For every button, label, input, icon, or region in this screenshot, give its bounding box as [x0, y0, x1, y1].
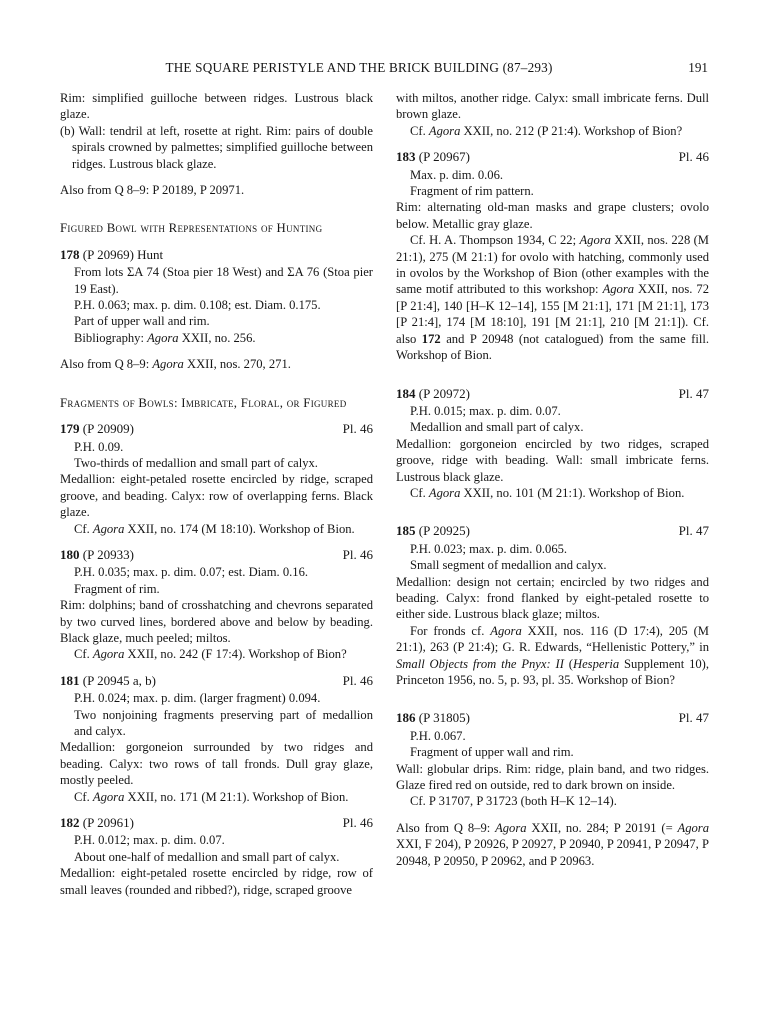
- entry-comparanda: Cf. H. A. Thompson 1934, C 22; Agora XXII, nos. 228 (M 21:1), 275 (M 21:1) for ovolo with hatching, commonly used in ovolos by the Workshop of Bion (other examples with the same motif attributed to this workshop: Agora XXII, nos. 72 [P 21:4], 140 [H–K 12–14], 155 [M 21:1], 171 [M 21:1], 173 [P 21:4], 174 [M 18:10], 191 [M 21:1], 210 [M 21:1]). Cf. also 172 and P 20948 (not catalogued) from the same fill. Workshop of Bion.: [396, 233, 709, 363]
- entry-description: Medallion: eight-petaled rosette encircled by ridge, row of small leaves (rounded and ribbed?), ridge, scraped groove: [60, 866, 373, 897]
- entry-preserved: About one-half of medallion and small part of calyx.: [74, 849, 340, 864]
- catalogue-entry-178: [60, 247, 373, 373]
- entry-number: 179: [60, 421, 80, 437]
- entry-bibliography: Bibliography: Agora XXII, no. 256.: [74, 330, 256, 345]
- entry-number: 184: [396, 385, 416, 401]
- section-heading-hunting: Figured Bowl with Representations of Hunting: [60, 221, 323, 236]
- inventory-number: (P 20909): [82, 421, 134, 437]
- entry-preserved: Fragment of rim.: [74, 581, 160, 596]
- entry-number: 181: [60, 672, 80, 688]
- entry-description: Medallion: eight-petaled rosette encircled by ridge, scraped groove, and beading. Calyx: row of overlapping ferns. Black glaze.: [60, 472, 373, 520]
- section-heading-fragments: Fragments of Bowls: Imbricate, Floral, or Figured: [60, 395, 347, 410]
- entry-number: 178: [60, 246, 80, 262]
- inventory-number: (P 20969) Hunt: [82, 246, 164, 262]
- entry-preserved: Part of upper wall and rim.: [74, 314, 210, 329]
- entry-description: Wall: globular drips. Rim: ridge, plain band, and two ridges. Glaze fired red on outside, red to dark brown on inside.: [396, 761, 709, 793]
- running-title: THE SQUARE PERISTYLE AND THE BRICK BUILDING (87–293): [165, 60, 553, 75]
- entry-preserved: Two nonjoining fragments preserving part of medallion and calyx.: [74, 707, 373, 738]
- entry-heading: [60, 247, 373, 263]
- continued-comparanda: Cf. Agora XXII, no. 212 (P 21:4). Workshop of Bion?: [410, 123, 683, 138]
- catalogue-entry-184: [396, 386, 709, 502]
- entry-dimensions: P.H. 0.015; max. p. dim. 0.07.: [410, 403, 561, 418]
- entry-comparanda: Cf. Agora XXII, no. 242 (F 17:4). Workshop of Bion?: [74, 647, 347, 662]
- catalogue-entry-182: [60, 815, 373, 898]
- inventory-number: (P 20961): [82, 815, 134, 831]
- entry-heading: [60, 421, 373, 437]
- continued-rim-text: Rim: simplified guilloche between ridges. Lustrous black glaze.: [60, 91, 373, 122]
- entry-preserved: Medallion and small part of calyx.: [410, 420, 584, 435]
- continued-also-text: Also from Q 8–9: P 20189, P 20971.: [60, 183, 245, 198]
- entry-number: 185: [396, 523, 416, 539]
- entry-number: 186: [396, 710, 416, 726]
- entry-dimensions: Max. p. dim. 0.06.: [410, 167, 504, 182]
- inventory-number: (P 20925): [418, 523, 470, 539]
- entry-heading: [60, 547, 373, 563]
- entry-heading: [60, 815, 373, 831]
- entry-dimensions: P.H. 0.09.: [74, 439, 124, 454]
- plate-reference: Pl. 47: [678, 385, 709, 401]
- continued-description: with miltos, another ridge. Calyx: small imbricate ferns. Dull brown glaze.: [396, 91, 709, 122]
- continued-b-text: (b) Wall: tendril at left, rosette at right. Rim: pairs of double spirals crowned by palmettes; simplified guilloche between ridges. Lustrous black glaze.: [60, 123, 373, 171]
- entry-comparanda: Cf. Agora XXII, no. 174 (M 18:10). Workshop of Bion.: [74, 521, 355, 536]
- catalogue-entry-179: [60, 421, 373, 537]
- inventory-number: (P 20972): [418, 385, 470, 401]
- entry-also-from: Also from Q 8–9: Agora XXII, no. 284; P 20191 (= Agora XXI, F 204), P 20926, P 20927, P 20940, P 20941, P 20947, P 20948, P 20950, P 20962, and P 20963.: [396, 820, 709, 868]
- entry-number: 182: [60, 815, 80, 831]
- entry-description: Rim: alternating old-man masks and grape clusters; ovolo below. Metallic gray glaze.: [396, 200, 709, 231]
- entry-comparanda: Cf. Agora XXII, no. 171 (M 21:1). Workshop of Bion.: [74, 789, 349, 804]
- inventory-number: (P 20945 a, b): [82, 672, 156, 688]
- entry-dimensions: P.H. 0.024; max. p. dim. (larger fragment) 0.094.: [74, 691, 321, 706]
- entry-number: 180: [60, 546, 80, 562]
- entry-description: Medallion: design not certain; encircled by two ridges and beading. Calyx: frond flanked by eight-petaled rosette to either side. Lustrous black glaze; miltos.: [396, 574, 709, 622]
- entry-preserved: Small segment of medallion and calyx.: [410, 558, 607, 573]
- page-header: [60, 60, 708, 80]
- catalogue-entry-186: [396, 710, 709, 869]
- entry-preserved: Fragment of upper wall and rim.: [410, 745, 574, 760]
- entry-dimensions: P.H. 0.012; max. p. dim. 0.07.: [74, 833, 225, 848]
- entry-dimensions: P.H. 0.063; max. p. dim. 0.108; est. Diam. 0.175.: [74, 298, 321, 313]
- entry-description: Medallion: gorgoneion surrounded by two ridges and beading. Calyx: two rows of tall fronds. Dull gray glaze, mostly peeled.: [60, 740, 373, 788]
- plate-reference: Pl. 46: [342, 815, 373, 831]
- entry-comparanda: Cf. P 31707, P 31723 (both H–K 12–14).: [410, 794, 617, 809]
- catalogue-entry-185: [396, 523, 709, 688]
- left-column: [60, 90, 373, 898]
- entry-dimensions: P.H. 0.023; max. p. dim. 0.065.: [410, 541, 568, 556]
- entry-preserved: Fragment of rim pattern.: [410, 184, 534, 199]
- entry-comparanda: Cf. Agora XXII, no. 101 (M 21:1). Workshop of Bion.: [410, 485, 685, 500]
- cross-reference: 172: [421, 331, 441, 346]
- entry-dimensions: P.H. 0.067.: [410, 728, 466, 743]
- entry-heading: [396, 710, 709, 726]
- entry-number: 183: [396, 149, 416, 165]
- entry-preserved: Two-thirds of medallion and small part of calyx.: [74, 455, 318, 470]
- plate-reference: Pl. 47: [678, 523, 709, 539]
- entry-description: Medallion: gorgoneion encircled by two ridges, scraped groove, ridge with beading. Wall: small imbricate ferns. Lustrous black glaze.: [396, 436, 709, 484]
- entry-comparanda: For fronds cf. Agora XXII, nos. 116 (D 17:4), 205 (M 21:1), 263 (P 21:4); G. R. Edwards, “Hellenistic Pottery,” in Small Objects from the Pnyx: II (Hesperia Supplement 10), Princeton 1956, no. 5, p. 93, pl. 35. Workshop of Bion?: [396, 623, 709, 687]
- entry-heading: [396, 386, 709, 402]
- entry-description: Rim: dolphins; band of crosshatching and chevrons separated by two curved lines, bordered above and below by beading. Black glaze, much peeled; miltos.: [60, 598, 373, 645]
- entry-heading: [60, 673, 373, 689]
- catalogue-entry-181: [60, 673, 373, 805]
- inventory-number: (P 20967): [418, 149, 470, 165]
- entry-dimensions: P.H. 0.035; max. p. dim. 0.07; est. Diam. 0.16.: [74, 565, 309, 580]
- entry-heading: [396, 149, 709, 165]
- catalogue-entry-180: [60, 547, 373, 663]
- inventory-number: (P 20933): [82, 546, 134, 562]
- entry-lots: From lots ΣA 74 (Stoa pier 18 West) and ΣA 76 (Stoa pier 19 East).: [74, 265, 373, 296]
- plate-reference: Pl. 46: [342, 421, 373, 437]
- plate-reference: Pl. 46: [342, 546, 373, 562]
- page-number: 191: [688, 60, 708, 75]
- plate-reference: Pl. 47: [678, 710, 709, 726]
- inventory-number: (P 31805): [418, 710, 470, 726]
- entry-heading: [396, 523, 709, 539]
- entry-also-from: Also from Q 8–9: Agora XXII, nos. 270, 271.: [60, 357, 291, 372]
- plate-reference: Pl. 46: [678, 149, 709, 165]
- catalogue-entry-183: [396, 149, 709, 363]
- right-column: [396, 90, 709, 869]
- plate-reference: Pl. 46: [342, 672, 373, 688]
